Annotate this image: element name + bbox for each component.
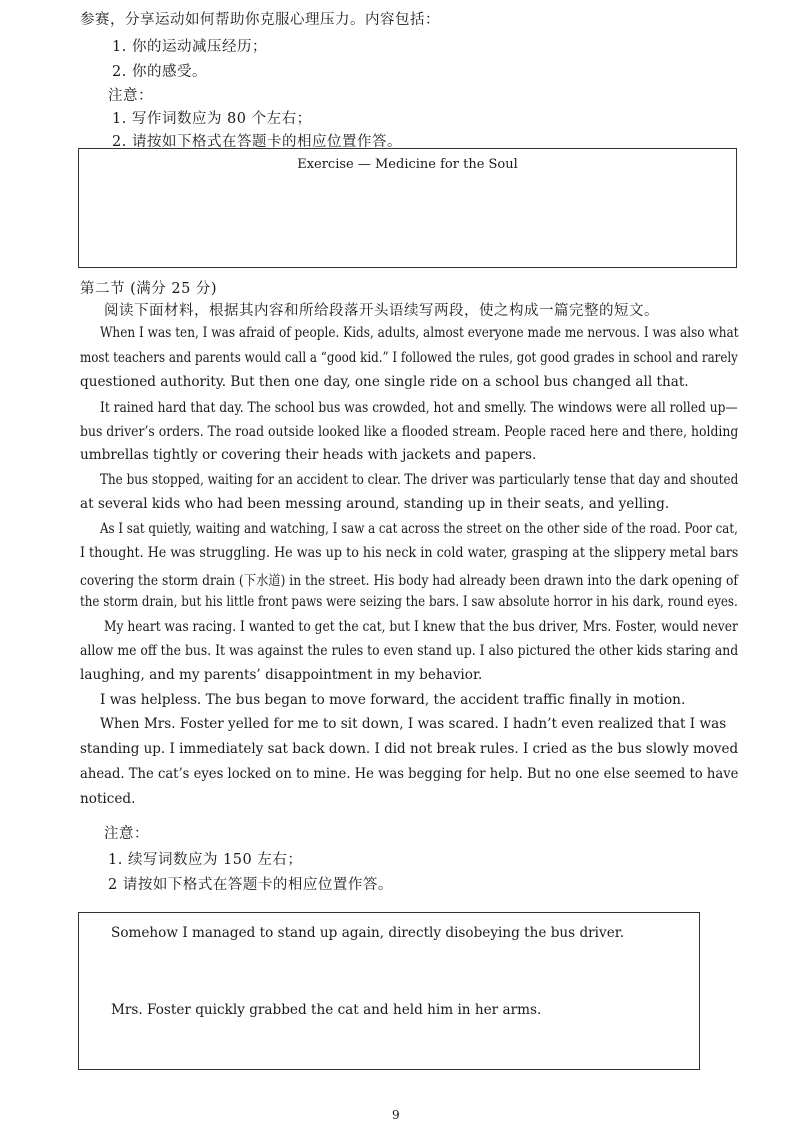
story-line: When I was ten, I was afraid of people. Kids, adults, almost everyone made me nervous. I was also what <box>100 325 739 341</box>
continuation-opener-1: Somehow I managed to stand up again, directly disobeying the bus driver. <box>111 925 625 941</box>
story-line: I thought. He was struggling. He was up to his neck in cold water, grasping at the slippery metal bars <box>80 545 739 561</box>
section2-note-label: 注意： <box>104 826 149 842</box>
task1-answer-box <box>78 148 737 268</box>
task1-box-title: Exercise — Medicine for the Soul <box>297 157 518 172</box>
story-line: laughing, and my parents’ disappointment in my behavior. <box>80 667 483 683</box>
story-line: most teachers and parents would call a “good kid.” I followed the rules, got good grades in school and rarely <box>80 350 738 366</box>
story-line: questioned authority. But then one day, one single ride on a school bus changed all that. <box>80 374 689 390</box>
task1-point-1: 1. 你的运动减压经历； <box>112 39 267 55</box>
story-line: bus driver’s orders. The road outside looked like a flooded stream. People raced here and there, holding <box>80 424 739 440</box>
story-line: I was helpless. The bus began to move forward, the accident traffic finally in motion. <box>100 692 686 708</box>
task1-note-1: 1. 写作词数应为 80 个左右； <box>112 111 312 127</box>
section2-heading: 第二节 (满分 25 分) <box>80 281 218 297</box>
section2-instruction: 阅读下面材料，根据其内容和所给段落开头语续写两段，使之构成一篇完整的短文。 <box>104 303 659 319</box>
task1-point-2: 2. 你的感受。 <box>112 64 207 80</box>
story-line: umbrellas tightly or covering their heads with jackets and papers. <box>80 447 537 463</box>
story-line: allow me off the bus. It was against the rules to even stand up. I also pictured the other kids staring and <box>80 643 739 659</box>
task1-note-label: 注意： <box>108 88 153 104</box>
story-line: noticed. <box>80 791 136 807</box>
story-line: standing up. I immediately sat back down. I did not break rules. I cried as the bus slowly moved <box>80 741 739 757</box>
continuation-opener-2: Mrs. Foster quickly grabbed the cat and held him in her arms. <box>111 1002 542 1018</box>
story-line: As I sat quietly, waiting and watching, I saw a cat across the street on the other side of the road. Poor cat, <box>100 521 738 537</box>
story-line: at several kids who had been messing around, standing up in their seats, and yelling. <box>80 496 670 512</box>
continuation-answer-box <box>78 912 700 1070</box>
story-line: covering the storm drain (下水道) in the street. His body had already been drawn into the dark opening of <box>80 573 738 589</box>
story-line: When Mrs. Foster yelled for me to sit down, I was scared. I hadn’t even realized that I was <box>100 716 727 732</box>
story-line: ahead. The cat’s eyes locked on to mine. He was begging for help. But no one else seemed to have <box>80 766 739 782</box>
story-line: My heart was racing. I wanted to get the cat, but I knew that the bus driver, Mrs. Foster, would never <box>104 619 738 635</box>
story-line: the storm drain, but his little front paws were seizing the bars. I saw absolute horror in his dark, round eyes. <box>80 594 738 610</box>
section2-note-1: 1. 续写词数应为 150 左右； <box>108 852 303 868</box>
page-number: 9 <box>392 1108 400 1122</box>
task1-intro: 参赛，分享运动如何帮助你克服心理压力。内容包括： <box>80 12 440 28</box>
story-line: The bus stopped, waiting for an accident to clear. The driver was particularly tense that day and shouted <box>100 472 739 488</box>
section2-note-2: 2 请按如下格式在答题卡的相应位置作答。 <box>108 877 393 893</box>
task1-note-2: 2. 请按如下格式在答题卡的相应位置作答。 <box>112 134 402 150</box>
story-line: It rained hard that day. The school bus was crowded, hot and smelly. The windows were all rolled up— <box>100 400 738 416</box>
